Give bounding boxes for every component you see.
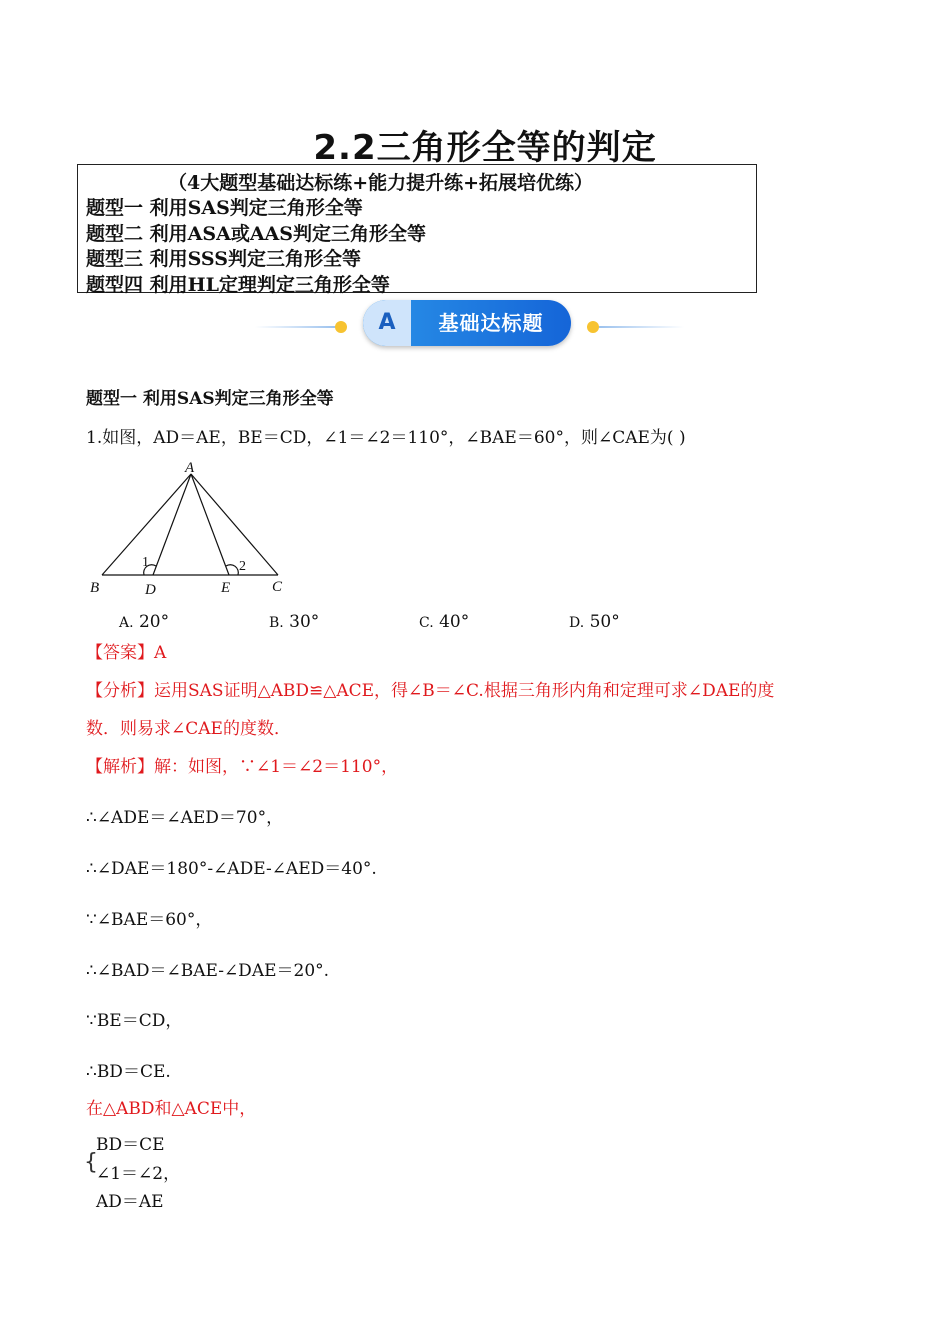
question-text: 1.如图，AD＝AE，BE＝CD，∠1＝∠2＝110°，∠BAE＝60°，则∠CAE为( ) xyxy=(86,428,686,448)
banner-dot-right xyxy=(587,321,599,333)
label-b: B xyxy=(90,580,100,596)
banner-line-left xyxy=(255,326,335,328)
label-angle-2: 2 xyxy=(239,559,246,574)
banner-line-right xyxy=(599,326,684,328)
label-e: E xyxy=(221,580,231,596)
segment-ae xyxy=(191,474,229,575)
solution-intro-text: 解：如图，∵∠1＝∠2＝110°， xyxy=(154,757,399,777)
answer-line: 【答案】A xyxy=(86,643,167,663)
label-angle-1: 1 xyxy=(142,555,149,570)
analysis-line-2: 数．则易求∠CAE的度数． xyxy=(86,719,291,739)
brace-line-3: AD＝AE xyxy=(96,1192,164,1212)
page-title: 2.2三角形全等的判定 xyxy=(313,128,657,168)
solution-step-1: ∴∠ADE＝∠AED＝70°， xyxy=(86,808,284,828)
segment-ad xyxy=(153,474,191,575)
option-c: C. 40° xyxy=(419,612,470,632)
banner-dot-left xyxy=(335,321,347,333)
label-a: A xyxy=(185,460,195,476)
summary-type-2: 题型二 利用ASA或AAS判定三角形全等 xyxy=(86,223,427,245)
label-c: C xyxy=(272,579,283,595)
solution-step-4: ∴∠BAD＝∠BAE-∠DAE＝20°. xyxy=(86,961,330,981)
section-banner xyxy=(255,300,695,348)
solution-step-6: ∴BD＝CE. xyxy=(86,1062,171,1082)
analysis-line-1: 【分析】运用SAS证明△ABD≌△ACE，得∠B＝∠C.根据三角形内角和定理可求∠DAE的度 xyxy=(86,681,775,701)
banner-pill xyxy=(363,300,571,346)
banner-label: 基础达标题 xyxy=(438,311,544,335)
solution-step-3: ∵∠BAE＝60°， xyxy=(86,910,213,930)
segment-ac xyxy=(191,474,278,575)
label-d: D xyxy=(145,582,156,598)
brace-line-2: ∠1＝∠2， xyxy=(96,1164,181,1184)
brace-line-1: BD＝CE xyxy=(96,1135,165,1155)
summary-type-1: 题型一 利用SAS判定三角形全等 xyxy=(86,197,363,219)
summary-type-4: 题型四 利用HL定理判定三角形全等 xyxy=(86,274,390,296)
option-d: D. 50° xyxy=(569,612,620,632)
solution-compare: 在△ABD和△ACE中， xyxy=(86,1099,257,1119)
option-b: B. 30° xyxy=(269,612,320,632)
banner-letter: A xyxy=(363,300,411,346)
system-brace: { xyxy=(84,1150,98,1175)
solution-step-5: ∵BE＝CD， xyxy=(86,1011,183,1031)
section-heading: 题型一 利用SAS判定三角形全等 xyxy=(86,389,334,409)
triangle-figure xyxy=(84,456,294,601)
solution-intro xyxy=(86,752,398,777)
summary-subtitle: （4大题型基础达标练+能力提升练+拓展培优练） xyxy=(168,172,594,194)
summary-type-3: 题型三 利用SSS判定三角形全等 xyxy=(86,248,361,270)
option-a: A. 20° xyxy=(119,612,170,632)
solution-step-2: ∴∠DAE＝180°-∠ADE-∠AED＝40°. xyxy=(86,859,377,879)
solution-tag: 【解析】 xyxy=(86,757,154,777)
